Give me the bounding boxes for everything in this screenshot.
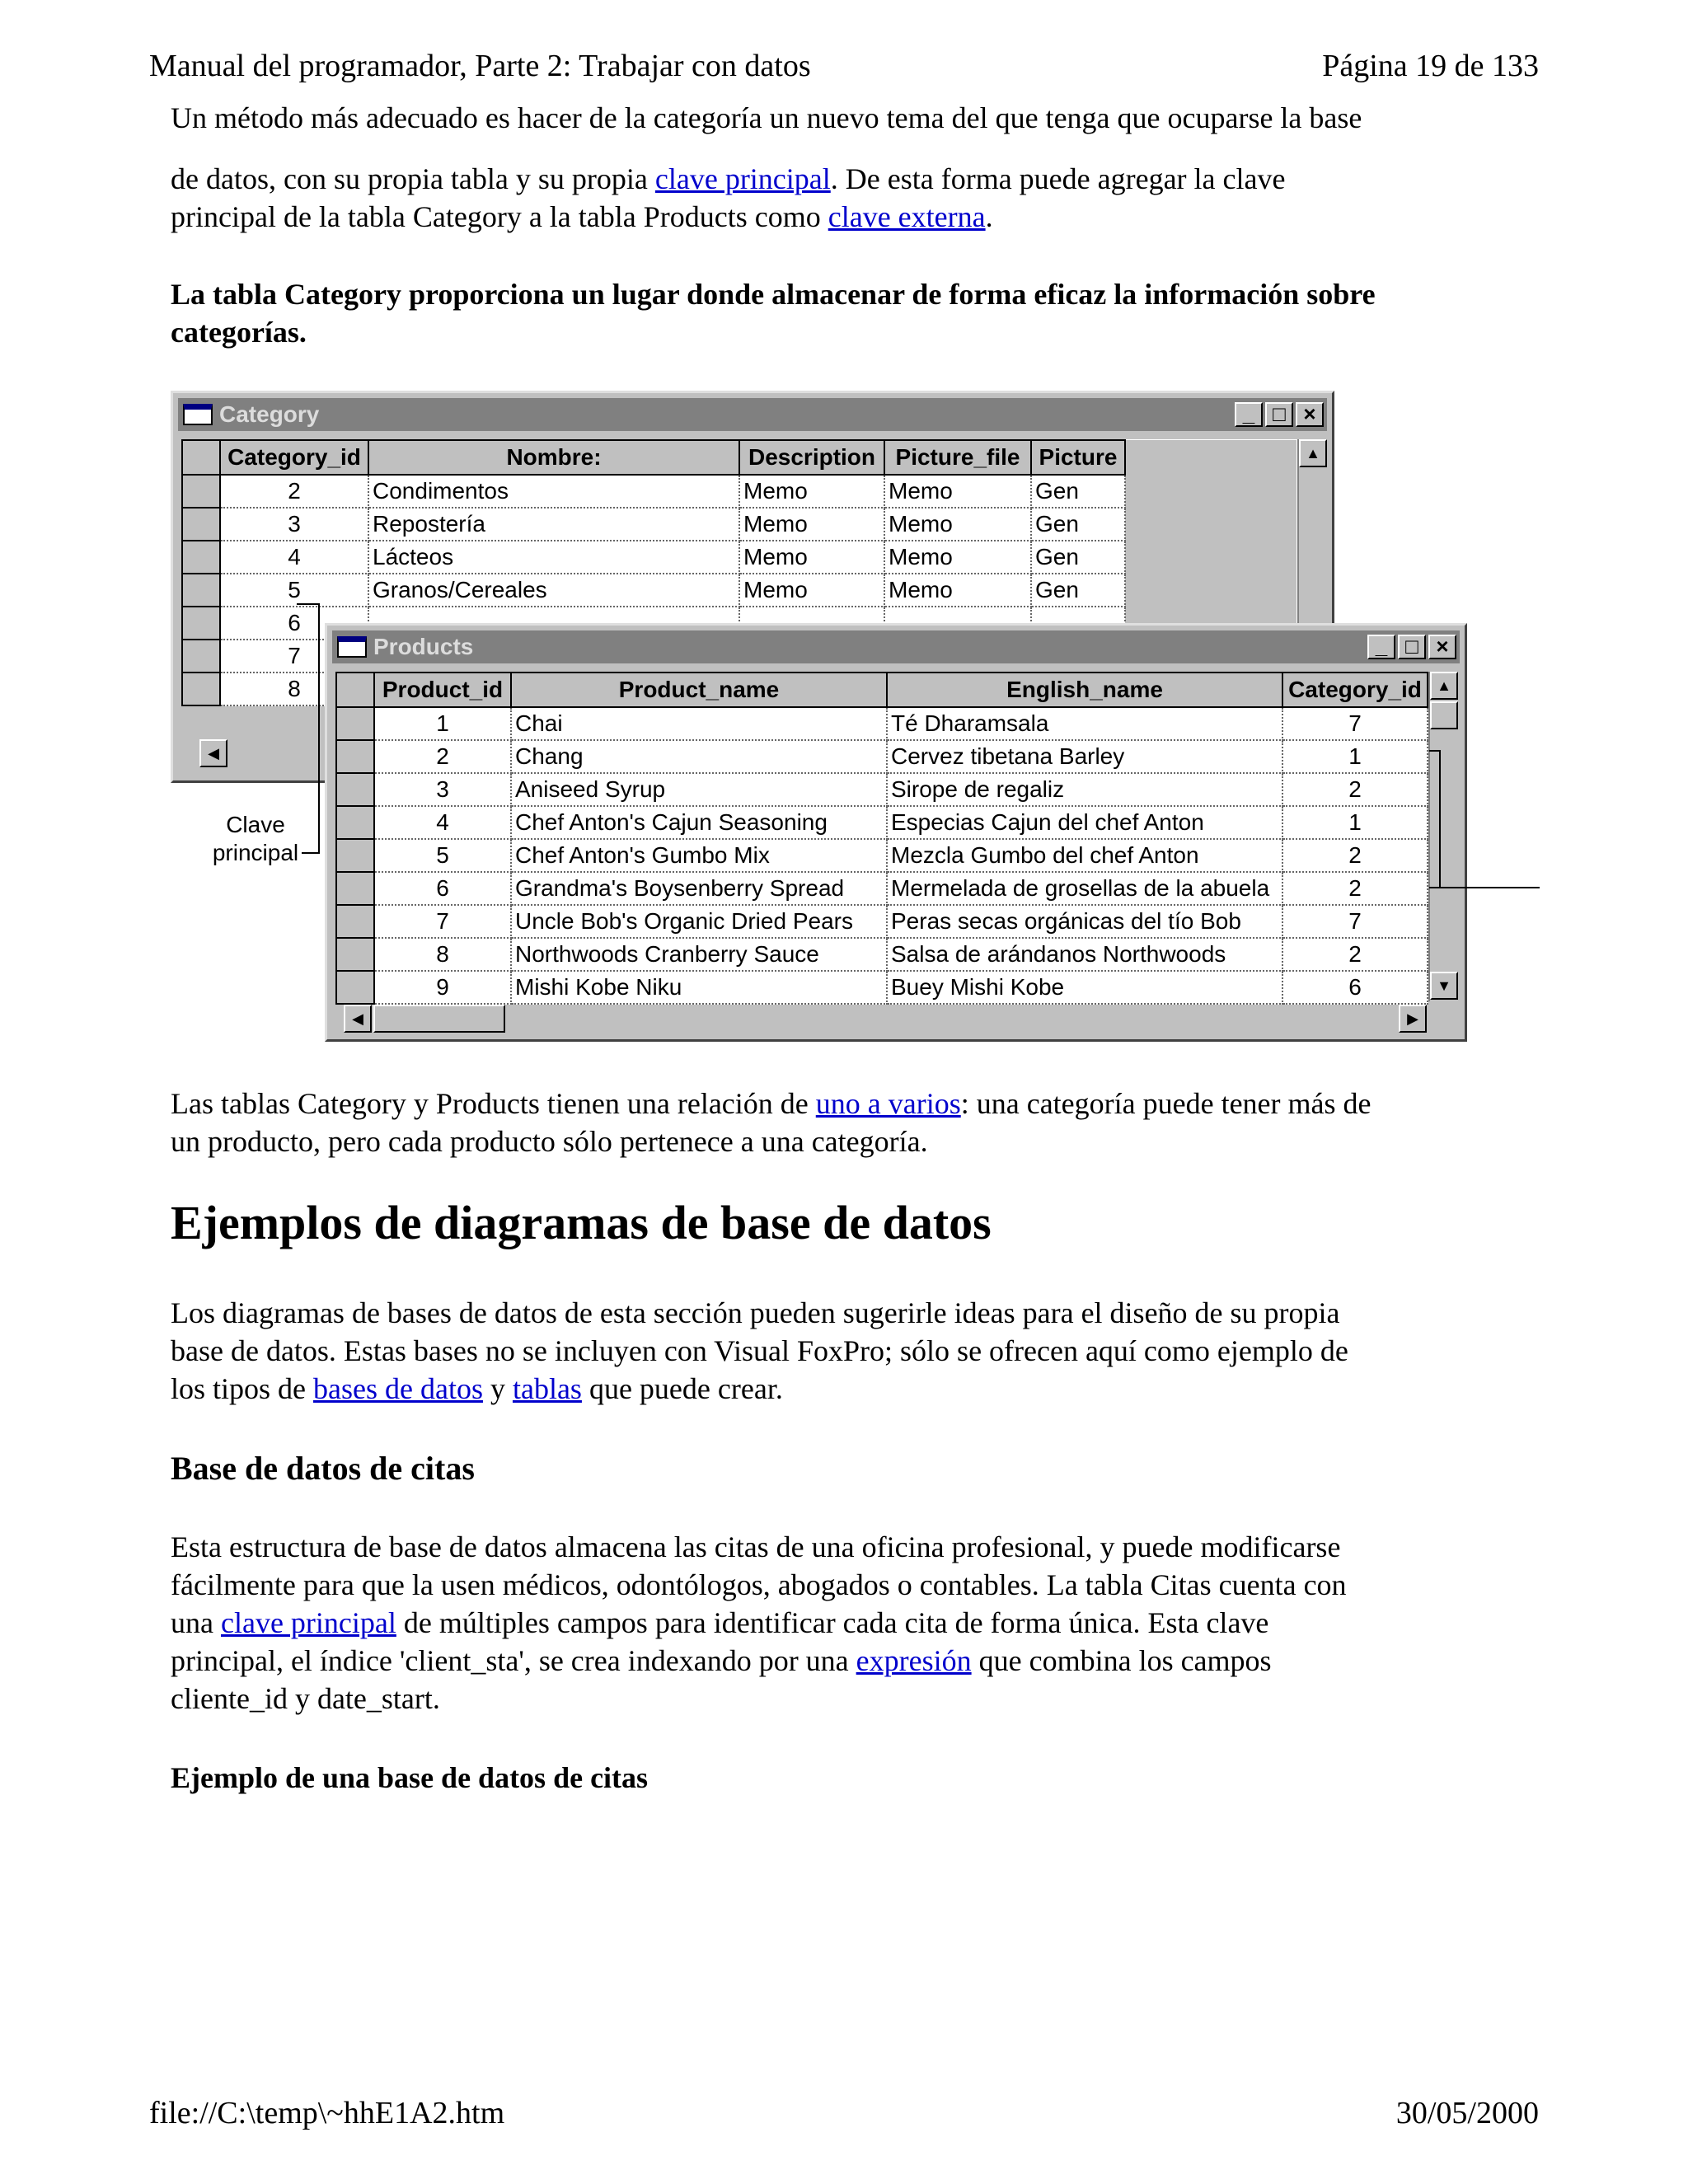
- section-text: y: [482, 1372, 513, 1405]
- column-header[interactable]: Product_id: [374, 673, 511, 707]
- table-cell[interactable]: Gen: [1031, 508, 1125, 541]
- relation-line-2: un producto, pero cada producto sólo pertenece a una categoría.: [171, 1125, 928, 1158]
- minimize-icon[interactable]: _: [1235, 402, 1263, 427]
- record-selector-header: [182, 440, 220, 475]
- table-cell[interactable]: 1: [1282, 806, 1428, 839]
- record-selector[interactable]: [336, 839, 374, 872]
- relation-text: : una categoría puede tener más de: [960, 1087, 1372, 1120]
- record-selector[interactable]: [336, 938, 374, 971]
- table-cell[interactable]: Granos/Cereales: [368, 574, 739, 607]
- link-tablas[interactable]: tablas: [512, 1372, 582, 1405]
- link-bases-de-datos[interactable]: bases de datos: [313, 1372, 483, 1405]
- table-cell[interactable]: Grandma's Boysenberry Spread: [511, 872, 887, 905]
- maximize-icon[interactable]: □: [1398, 635, 1426, 659]
- grid-filler: [1125, 508, 1296, 541]
- intro-text: principal de la tabla Category a la tabla Products como: [171, 200, 828, 233]
- link-clave-principal[interactable]: clave principal: [220, 1606, 396, 1639]
- table-row[interactable]: [336, 872, 1428, 905]
- table-cell[interactable]: 7: [220, 640, 368, 673]
- subsection-title: Base de datos de citas: [171, 1450, 475, 1487]
- page-footer-path: file://C:\temp\~hhE1A2.htm: [149, 2096, 505, 2130]
- table-row[interactable]: [182, 574, 1296, 607]
- section-line-3: [171, 1370, 1555, 1408]
- record-selector[interactable]: [182, 508, 220, 541]
- table-cell[interactable]: 3: [374, 773, 511, 806]
- citas-line-3: [171, 1604, 1555, 1642]
- bold-caption-line-2: categorías.: [171, 316, 307, 349]
- citas-text: principal, el índice 'client_sta', se crea indexando por una: [171, 1644, 856, 1677]
- table-row[interactable]: [336, 938, 1428, 971]
- link-clave-principal[interactable]: clave principal: [654, 162, 831, 195]
- record-selector[interactable]: [182, 541, 220, 574]
- record-selector[interactable]: [336, 707, 374, 740]
- scroll-thumb[interactable]: [1430, 701, 1458, 729]
- table-cell[interactable]: 2: [1282, 773, 1428, 806]
- section-line-1: Los diagramas de bases de datos de esta sección pueden sugerirle ideas para el diseño de su propia: [171, 1296, 1340, 1329]
- table-cell[interactable]: 6: [1282, 971, 1428, 1004]
- table-cell[interactable]: Gen: [1031, 574, 1125, 607]
- bold-caption: [171, 275, 1555, 351]
- bold-caption-line-1: La tabla Category proporciona un lugar donde almacenar de forma eficaz la información sobre: [171, 278, 1376, 311]
- relation-text: Las tablas Category y Products tienen una relación de: [171, 1087, 816, 1120]
- table-cell[interactable]: Mezcla Gumbo del chef Anton: [887, 839, 1282, 872]
- table-cell[interactable]: Memo: [884, 574, 1031, 607]
- column-header[interactable]: Category_id: [220, 440, 368, 475]
- foreign-key-bracket: [1429, 750, 1441, 888]
- table-cell[interactable]: Memo: [884, 508, 1031, 541]
- intro-paragraph: [171, 160, 1539, 236]
- maximize-icon[interactable]: □: [1265, 402, 1293, 427]
- link-expresion[interactable]: expresión: [856, 1644, 972, 1677]
- table-cell[interactable]: 2: [1282, 872, 1428, 905]
- page-footer-date: 30/05/2000: [1395, 2096, 1539, 2130]
- products-grid: [335, 672, 1428, 1005]
- record-selector[interactable]: [336, 905, 374, 938]
- record-selector[interactable]: [336, 773, 374, 806]
- table-cell[interactable]: Memo: [739, 541, 884, 574]
- callout-connector: [302, 852, 320, 854]
- category-header-row: [182, 440, 1296, 475]
- callout-line-1: Clave: [226, 812, 285, 837]
- window-icon: [337, 636, 367, 658]
- table-cell[interactable]: Chang: [511, 740, 887, 773]
- header-filler: [1125, 440, 1296, 475]
- intro-text: . De esta forma puede agregar la clave: [830, 162, 1286, 195]
- table-cell[interactable]: Especias Cajun del chef Anton: [887, 806, 1282, 839]
- page-header-title: Manual del programador, Parte 2: Trabajar con datos: [149, 49, 811, 83]
- table-cell[interactable]: 7: [1282, 707, 1428, 740]
- column-header[interactable]: Picture: [1031, 440, 1125, 475]
- category-titlebar[interactable]: [178, 398, 1327, 431]
- page-number: Página 19 de 133: [1322, 49, 1539, 83]
- table-cell[interactable]: Northwoods Cranberry Sauce: [511, 938, 887, 971]
- table-cell[interactable]: Memo: [739, 574, 884, 607]
- table-cell[interactable]: Salsa de arándanos Northwoods: [887, 938, 1282, 971]
- scroll-up-icon[interactable]: ▲: [1430, 672, 1458, 700]
- close-icon[interactable]: ×: [1296, 402, 1324, 427]
- section-text: que puede crear.: [581, 1372, 783, 1405]
- citas-text: una: [171, 1606, 221, 1639]
- section-text: los tipos de: [171, 1372, 314, 1405]
- intro-line-2: [171, 198, 1539, 236]
- record-selector[interactable]: [336, 971, 374, 1004]
- table-cell[interactable]: Uncle Bob's Organic Dried Pears: [511, 905, 887, 938]
- products-titlebar[interactable]: [332, 630, 1460, 663]
- record-selector[interactable]: [336, 806, 374, 839]
- grid-filler: [1125, 475, 1296, 508]
- table-cell[interactable]: Sirope de regaliz: [887, 773, 1282, 806]
- record-selector[interactable]: [336, 872, 374, 905]
- table-row[interactable]: [182, 508, 1296, 541]
- foreign-key-connector: [1441, 887, 1540, 888]
- products-header-row: [336, 673, 1428, 707]
- column-header[interactable]: Category_id: [1282, 673, 1428, 707]
- column-header[interactable]: Nombre:: [368, 440, 739, 475]
- table-row[interactable]: [336, 839, 1428, 872]
- table-cell[interactable]: Buey Mishi Kobe: [887, 971, 1282, 1004]
- table-row[interactable]: [336, 971, 1428, 1004]
- intro-line-1: [171, 160, 1539, 198]
- table-cell[interactable]: Té Dharamsala: [887, 707, 1282, 740]
- table-cell[interactable]: Chef Anton's Gumbo Mix: [511, 839, 887, 872]
- intro-text: .: [985, 200, 993, 233]
- citas-line-2: fácilmente para que la usen médicos, odontólogos, abogados o contables. La tabla Citas cuenta con: [171, 1568, 1347, 1601]
- table-cell[interactable]: Memo: [739, 508, 884, 541]
- link-clave-externa[interactable]: clave externa: [828, 200, 986, 233]
- table-cell[interactable]: 2: [1282, 839, 1428, 872]
- cut-off-line: [171, 101, 1539, 142]
- products-window-title: Products: [373, 634, 474, 659]
- table-cell[interactable]: 9: [374, 971, 511, 1004]
- cut-off-text: Un método más adecuado es hacer de la categoría un nuevo tema del que tenga que ocuparse la base: [171, 101, 1362, 134]
- table-cell[interactable]: 1: [1282, 740, 1428, 773]
- grid-filler: [1125, 574, 1296, 607]
- citas-line-5: cliente_id y date_start.: [171, 1682, 440, 1715]
- citas-paragraph: [171, 1528, 1555, 1718]
- record-selector[interactable]: [182, 640, 220, 673]
- column-header[interactable]: English_name: [887, 673, 1282, 707]
- table-row[interactable]: [336, 806, 1428, 839]
- table-cell[interactable]: Chai: [511, 707, 887, 740]
- record-selector[interactable]: [182, 475, 220, 508]
- scroll-left-icon[interactable]: ◀: [199, 739, 227, 767]
- table-row[interactable]: [182, 541, 1296, 574]
- products-window: [325, 623, 1467, 1042]
- section-title: Ejemplos de diagramas de base de datos: [171, 1196, 992, 1249]
- table-cell[interactable]: Lácteos: [368, 541, 739, 574]
- citas-line-1: Esta estructura de base de datos almacena las citas de una oficina profesional, y puede modificarse: [171, 1530, 1341, 1563]
- relation-paragraph: [171, 1085, 1555, 1160]
- citas-text: de múltiples campos para identificar cada cita de forma única. Esta clave: [396, 1606, 1269, 1639]
- table-cell[interactable]: 3: [220, 508, 368, 541]
- table-cell[interactable]: 8: [374, 938, 511, 971]
- citas-text: que combina los campos: [971, 1644, 1272, 1677]
- table-cell[interactable]: 6: [374, 872, 511, 905]
- table-cell[interactable]: Gen: [1031, 541, 1125, 574]
- callout-line-2: principal: [212, 840, 299, 865]
- column-header[interactable]: Product_name: [511, 673, 887, 707]
- relation-line-1: [171, 1085, 1555, 1122]
- example-caption: Ejemplo de una base de datos de citas: [171, 1761, 649, 1794]
- scroll-left-icon[interactable]: ◀: [344, 1005, 372, 1033]
- table-cell[interactable]: 2: [374, 740, 511, 773]
- section-paragraph: [171, 1294, 1555, 1408]
- minimize-icon[interactable]: _: [1367, 635, 1395, 659]
- table-cell[interactable]: Mermelada de grosellas de la abuela: [887, 872, 1282, 905]
- table-row[interactable]: [336, 740, 1428, 773]
- section-line-2: base de datos. Estas bases no se incluyen con Visual FoxPro; sólo se ofrecen aquí como ejemplo de: [171, 1334, 1348, 1367]
- table-row[interactable]: [182, 475, 1296, 508]
- column-header[interactable]: Picture_file: [884, 440, 1031, 475]
- table-cell[interactable]: Peras secas orgánicas del tío Bob: [887, 905, 1282, 938]
- table-cell[interactable]: 6: [220, 607, 368, 640]
- table-cell[interactable]: 2: [220, 475, 368, 508]
- table-row[interactable]: [336, 707, 1428, 740]
- table-row[interactable]: [336, 905, 1428, 938]
- table-cell[interactable]: Aniseed Syrup: [511, 773, 887, 806]
- record-selector[interactable]: [182, 574, 220, 607]
- table-cell[interactable]: Memo: [884, 541, 1031, 574]
- table-cell[interactable]: Chef Anton's Cajun Seasoning: [511, 806, 887, 839]
- table-cell[interactable]: Gen: [1031, 475, 1125, 508]
- window-icon: [183, 404, 213, 425]
- intro-text: de datos, con su propia tabla y su propia: [171, 162, 655, 195]
- grid-filler: [1125, 541, 1296, 574]
- table-cell[interactable]: Memo: [884, 475, 1031, 508]
- column-header[interactable]: Description: [739, 440, 884, 475]
- table-cell[interactable]: Mishi Kobe Niku: [511, 971, 887, 1004]
- table-cell[interactable]: 1: [374, 707, 511, 740]
- table-cell[interactable]: 8: [220, 673, 368, 705]
- scroll-down-icon[interactable]: ▼: [1430, 972, 1458, 1000]
- record-selector[interactable]: [182, 673, 220, 705]
- table-cell[interactable]: Condimentos: [368, 475, 739, 508]
- table-cell[interactable]: Repostería: [368, 508, 739, 541]
- table-cell[interactable]: 4: [220, 541, 368, 574]
- products-horizontal-scrollbar[interactable]: [335, 1005, 1460, 1033]
- close-icon[interactable]: ×: [1428, 635, 1456, 659]
- record-selector-header: [336, 673, 374, 707]
- primary-key-callout: [181, 811, 330, 867]
- table-cell[interactable]: 7: [1282, 905, 1428, 938]
- scroll-thumb[interactable]: [373, 1005, 505, 1033]
- citas-line-4: [171, 1642, 1555, 1680]
- link-uno-a-varios[interactable]: uno a varios: [815, 1087, 961, 1120]
- table-cell[interactable]: Memo: [739, 475, 884, 508]
- table-cell[interactable]: 2: [1282, 938, 1428, 971]
- record-selector[interactable]: [336, 740, 374, 773]
- scroll-right-icon[interactable]: ▶: [1399, 1005, 1427, 1033]
- table-row[interactable]: [336, 773, 1428, 806]
- table-cell[interactable]: 5: [220, 574, 368, 607]
- table-cell[interactable]: Cervez tibetana Barley: [887, 740, 1282, 773]
- record-selector[interactable]: [182, 607, 220, 640]
- category-window-title: Category: [219, 401, 320, 427]
- table-cell[interactable]: 7: [374, 905, 511, 938]
- table-cell[interactable]: 4: [374, 806, 511, 839]
- table-cell[interactable]: 5: [374, 839, 511, 872]
- scroll-up-icon[interactable]: ▲: [1299, 439, 1327, 467]
